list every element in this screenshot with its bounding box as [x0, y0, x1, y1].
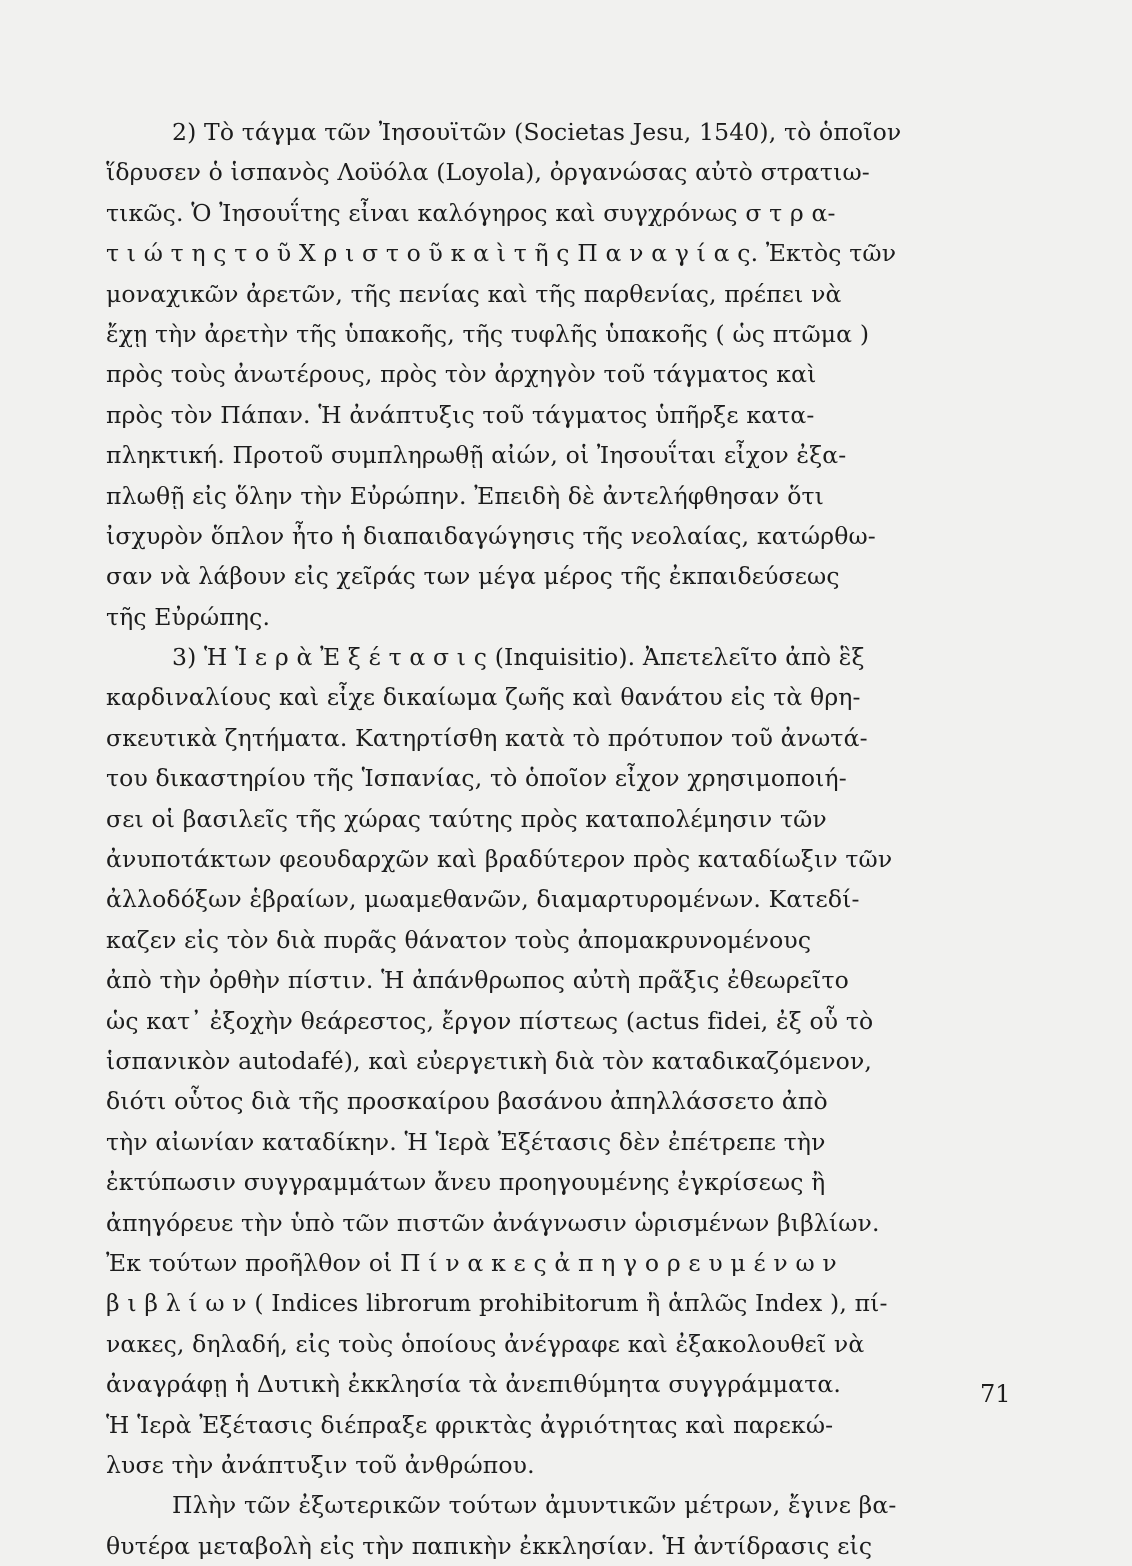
text-line: πρὸς τοὺς ἀνωτέρους, πρὸς τὸν ἀρχηγὸν τοῦ τάγματος καὶ [106, 360, 817, 389]
text-line: νακες, δηλαδή, εἰς τοὺς ὁποίους ἀνέγραφε καὶ ἐξακολουθεῖ νὰ [106, 1329, 865, 1358]
text-line: μοναχικῶν ἀρετῶν, τῆς πενίας καὶ τῆς παρθενίας, πρέπει νὰ [106, 279, 842, 308]
text-line: β ι β λ ί ω ν ( Indices librorum prohibitorum ἢ ἁπλῶς Index ), πί- [106, 1289, 888, 1318]
text-line: ἔχῃ τὴν ἀρετὴν τῆς ὑπακοῆς, τῆς τυφλῆς ὑπακοῆς ( ὡς πτῶμα ) [106, 319, 870, 348]
text-line: διότι οὗτος διὰ τῆς προσκαίρου βασάνου ἀπηλλάσσετο ἀπὸ [106, 1087, 828, 1116]
text-line: ἀπηγόρευε τὴν ὑπὸ τῶν πιστῶν ἀνάγνωσιν ὡρισμένων βιβλίων. [106, 1208, 880, 1237]
text-line: ὡς κατ᾽ ἐξοχὴν θεάρεστος, ἔργον πίστεως (actus fidei, ἐξ οὗ τὸ [106, 1006, 874, 1035]
text-line: ἵδρυσεν ὁ ἱσπανὸς Λοϋόλα (Loyola), ὀργανώσας αὐτὸ στρατιω- [106, 158, 870, 187]
text-line: θυτέρα μεταβολὴ εἰς τὴν παπικὴν ἐκκλησίαν. Ἡ ἀντίδρασις εἰς [106, 1531, 873, 1560]
text-line: σει οἱ βασιλεῖς τῆς χώρας ταύτης πρὸς καταπολέμησιν τῶν [106, 804, 827, 833]
text-line: ἀναγράφῃ ἡ Δυτικὴ ἐκκλησία τὰ ἀνεπιθύμητα συγγράμματα. [106, 1370, 841, 1399]
text-line: του δικαστηρίου τῆς Ἱσπανίας, τὸ ὁποῖον εἶχον χρησιμοποιή- [106, 764, 847, 793]
text-line: τ ι ώ τ η ς τ ο ῦ Χ ρ ι σ τ ο ῦ κ α ὶ τ ῆ ς Π α ν α γ ί α ς. Ἐκτὸς τῶν [106, 239, 897, 268]
text-line: πλωθῇ εἰς ὅλην τὴν Εὐρώπην. Ἐπειδὴ δὲ ἀντελήφθησαν ὅτι [106, 481, 825, 510]
text-line: ἀπὸ τὴν ὀρθὴν πίστιν. Ἡ ἀπάνθρωπος αὐτὴ πρᾶξις ἐθεωρεῖτο [106, 966, 849, 995]
text-line: τὴν αἰωνίαν καταδίκην. Ἡ Ἱερὰ Ἐξέτασις δὲν ἐπέτρεπε τὴν [106, 1127, 826, 1156]
text-line: ἱσπανικὸν autodafé), καὶ εὐεργετικὴ διὰ τὸν καταδικαζόμενον, [106, 1046, 873, 1075]
text-line: Πλὴν τῶν ἐξωτερικῶν τούτων ἀμυντικῶν μέτρων, ἔγινε βα- [172, 1491, 897, 1520]
text-line: Ἐκ τούτων προῆλθον οἱ Π ί ν α κ ε ς ἀ π η γ ο ρ ε υ μ έ ν ω ν [106, 1248, 837, 1277]
text-line: ἀνυποτάκτων φεουδαρχῶν καὶ βραδύτερον πρὸς καταδίωξιν τῶν [106, 845, 893, 874]
text-line: ἀλλοδόξων ἑβραίων, μωαμεθανῶν, διαμαρτυρομένων. Κατεδί- [106, 885, 860, 914]
text-line: πληκτική. Προτοῦ συμπληρωθῇ αἰών, οἱ Ἰησουΐται εἶχον ἐξα- [106, 441, 847, 470]
text-line: καζεν εἰς τὸν διὰ πυρᾶς θάνατον τοὺς ἀπομακρυνομένους [106, 925, 812, 954]
text-line: 3) Ἡ Ἱ ε ρ ὰ Ἐ ξ έ τ α σ ι ς (Inquisitio). Ἀπετελεῖτο ἀπὸ ἓξ [172, 643, 865, 672]
text-line: Ἡ Ἱερὰ Ἐξέτασις διέπραξε φρικτὰς ἀγριότητας καὶ παρεκώ- [106, 1410, 834, 1439]
text-line: καρδιναλίους καὶ εἶχε δικαίωμα ζωῆς καὶ θανάτου εἰς τὰ θρη- [106, 683, 861, 712]
text-line: ἐκτύπωσιν συγγραμμάτων ἄνευ προηγουμένης ἐγκρίσεως ἢ [106, 1168, 826, 1197]
text-line: σαν νὰ λάβουν εἰς χεῖράς των μέγα μέρος τῆς ἐκπαιδεύσεως [106, 562, 840, 591]
text-line: πρὸς τὸν Πάπαν. Ἡ ἀνάπτυξις τοῦ τάγματος ὑπῆρξε κατα- [106, 400, 815, 429]
page-body-text [106, 112, 1011, 1566]
page-number: 71 [980, 1380, 1011, 1408]
text-line: σκευτικὰ ζητήματα. Κατηρτίσθη κατὰ τὸ πρότυπον τοῦ ἀνωτά- [106, 723, 868, 752]
text-line: τικῶς. Ὁ Ἰησουΐτης εἶναι καλόγηρος καὶ συγχρόνως σ τ ρ α- [106, 198, 836, 227]
text-line: ἰσχυρὸν ὅπλον ἦτο ἡ διαπαιδαγώγησις τῆς νεολαίας, κατώρθω- [106, 521, 876, 550]
text-line: λυσε τὴν ἀνάπτυξιν τοῦ ἀνθρώπου. [106, 1450, 535, 1479]
text-line: τῆς Εὐρώπης. [106, 602, 271, 631]
text-line: 2) Τὸ τάγμα τῶν Ἰησουϊτῶν (Societas Jesu, 1540), τὸ ὁποῖον [172, 118, 902, 146]
